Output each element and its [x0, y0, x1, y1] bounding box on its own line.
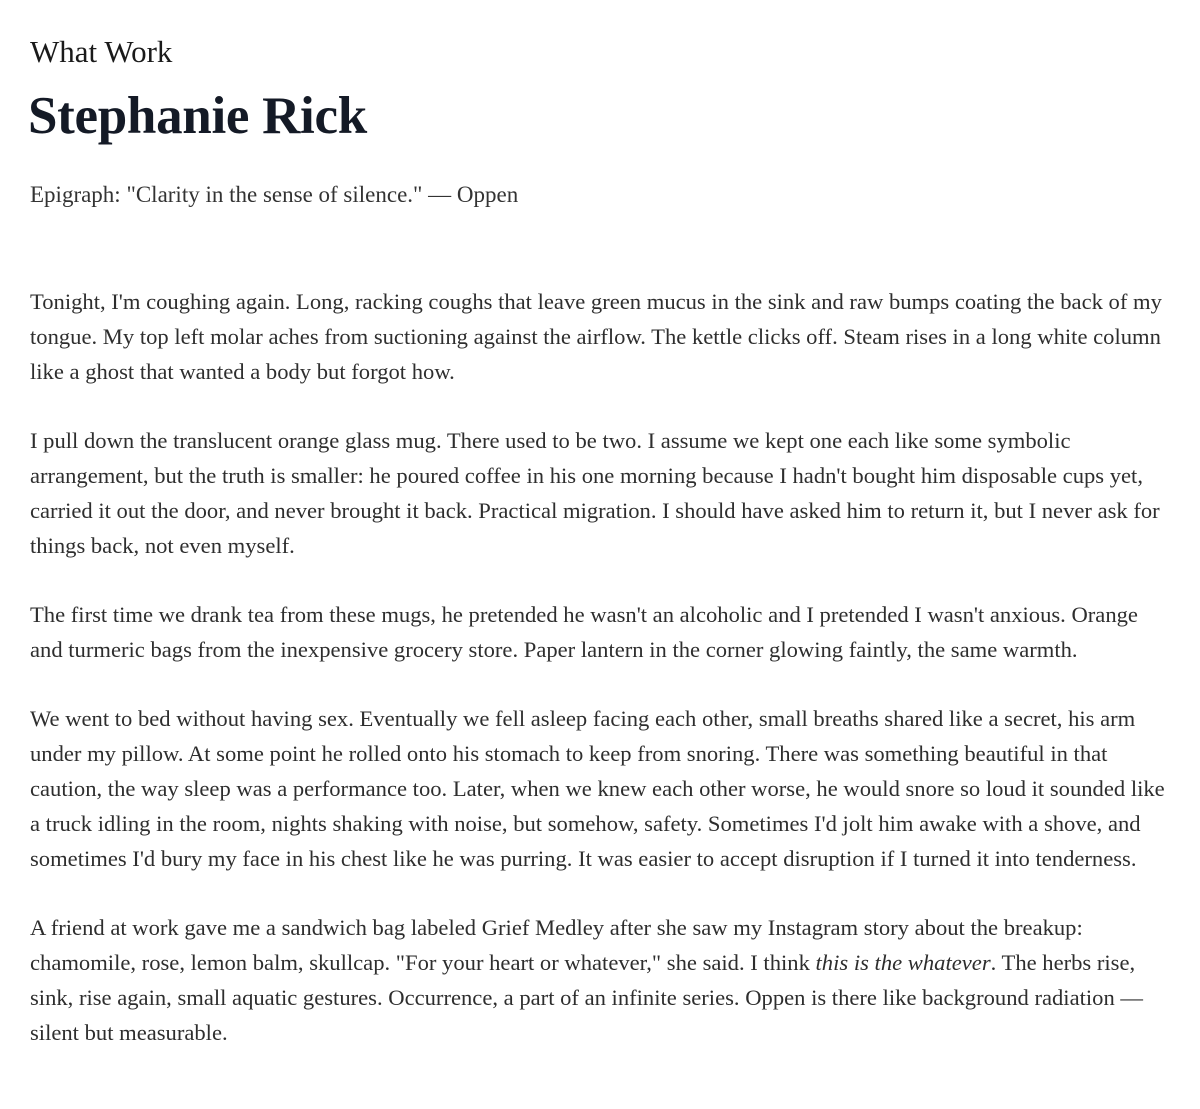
paragraph-5-text-start: A friend at work gave me a sandwich bag labeled Grief Medley after she saw my Instagram story about the breakup: chamomile, rose, lemon balm, skullcap. "For your heart or whatever," she said. I think	[30, 915, 1083, 975]
series-title: What Work	[30, 34, 173, 69]
paragraph-4: We went to bed without having sex. Eventually we fell asleep facing each other, small breaths shared like a secret, his arm under my pillow. At some point he rolled onto his stomach to keep from snoring. There was something beautiful in that caution, the way sleep was a performance too. Later, when we knew each other worse, he would snore so loud it sounded like a truck idling in the room, nights shaking with noise, but somehow, safety. Sometimes I'd jolt him awake with a shove, and sometimes I'd bury my face in his chest like he was purring. It was easier to accept disruption if I turned it into tenderness.	[30, 706, 1165, 871]
paragraph-3: The first time we drank tea from these mugs, he pretended he wasn't an alcoholic and I pretended I wasn't anxious. Orange and turmeric bags from the inexpensive grocery store. Paper lantern in the corner glowing faintly, the same warmth.	[30, 602, 1138, 662]
paragraph-1: Tonight, I'm coughing again. Long, racking coughs that leave green mucus in the sink and raw bumps coating the back of my tongue. My top left molar aches from suctioning against the airflow. The kettle clicks off. Steam rises in a long white column like a ghost that wanted a body but forgot how.	[30, 289, 1162, 384]
paragraph-5	[30, 910, 1172, 1050]
paragraph-5-text-end: . The herbs rise, sink, rise again, small aquatic gestures. Occurrence, a part of an infinite series. Oppen is there like background radiation — silent but measurable.	[30, 950, 1143, 1045]
epigraph: Epigraph: "Clarity in the sense of silence." — Oppen	[30, 182, 519, 207]
article-body	[30, 284, 1172, 1084]
paragraph-5-italic-phrase: this is the whatever	[815, 950, 991, 975]
paragraph-2: I pull down the translucent orange glass mug. There used to be two. I assume we kept one each like some symbolic arrangement, but the truth is smaller: he poured coffee in his one morning because I hadn't bought him disposable cups yet, carried it out the door, and never brought it back. Practical migration. I should have asked him to return it, but I never ask for things back, not even myself.	[30, 428, 1160, 558]
author-name: Stephanie Rick	[28, 87, 367, 145]
